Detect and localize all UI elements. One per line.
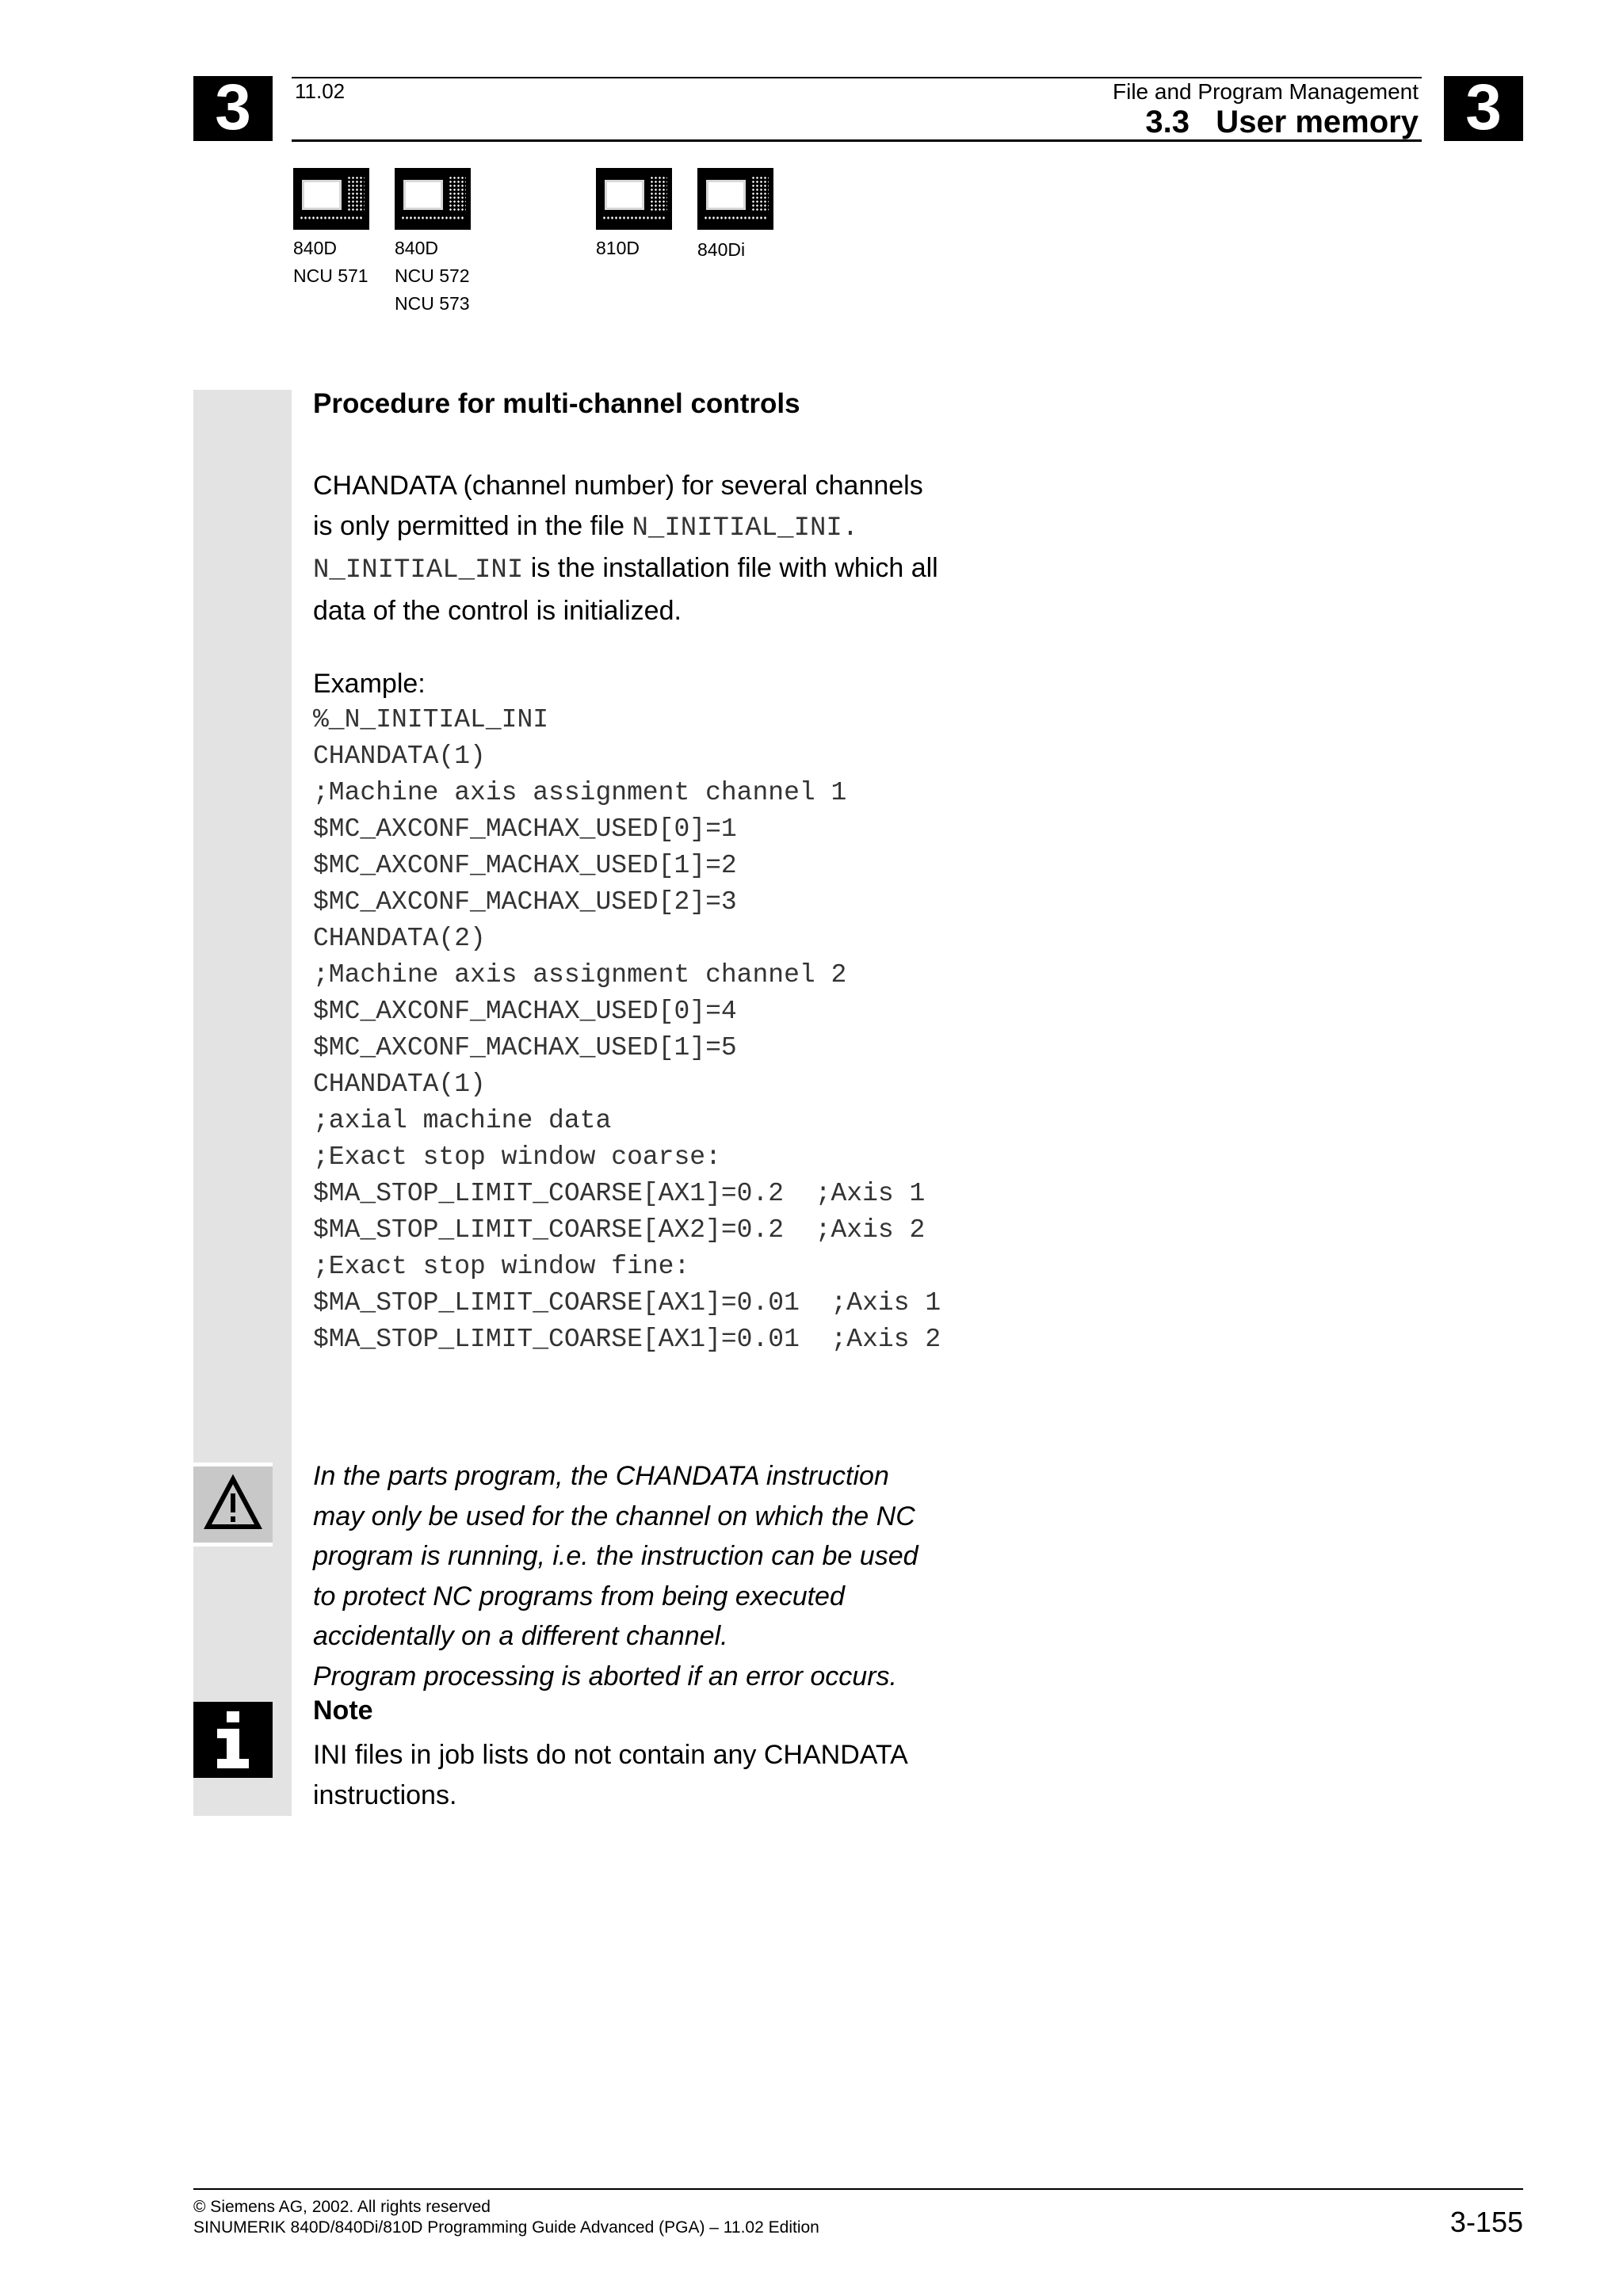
header-chapter-title: File and Program Management — [1113, 79, 1419, 104]
control-840d-ncu572-573 — [395, 168, 474, 318]
warning-line: program is running, i.e. the instruction can be used — [313, 1541, 918, 1571]
warning-line: In the parts program, the CHANDATA instruction — [313, 1461, 889, 1491]
control-label: 840D NCU 571 — [293, 238, 369, 286]
inline-code: N_INITIAL_INI — [313, 555, 524, 585]
chapter-marker-left: 3 — [193, 76, 273, 141]
procedure-heading: Procedure for multi-channel controls — [313, 388, 800, 419]
control-panel-icon — [596, 168, 672, 230]
warning-line: accidentally on a different channel. — [313, 1621, 728, 1651]
control-840d-ncu571 — [293, 168, 372, 290]
note-line: instructions. — [313, 1779, 457, 1810]
control-panel-icon — [697, 168, 773, 230]
warning-line: may only be used for the channel on which the NC — [313, 1501, 915, 1531]
header-top-rule — [292, 77, 1422, 78]
warning-icon — [193, 1463, 273, 1547]
note-line: INI files in job lists do not contain any CHANDATA — [313, 1740, 908, 1770]
control-810d — [596, 168, 675, 262]
procedure-paragraph — [313, 466, 938, 631]
inline-code: N_INITIAL_INI. — [632, 513, 859, 543]
header-bottom-rule — [292, 139, 1422, 142]
control-panel-icon — [293, 168, 369, 230]
control-panel-icon — [395, 168, 471, 230]
control-840di — [697, 168, 777, 264]
example-label: Example: — [313, 669, 426, 699]
paragraph-line: is only permitted in the file N_INITIAL_INI. — [313, 510, 859, 543]
control-label: 840Di — [697, 239, 746, 260]
margin-bar — [193, 390, 292, 1816]
control-label: 840D NCU 572 NCU 573 — [395, 238, 470, 314]
paragraph-line: CHANDATA (channel number) for several channels — [313, 471, 923, 501]
footer-rule — [193, 2188, 1523, 2190]
footer-document-title: SINUMERIK 840D/840Di/810D Programming Guide Advanced (PGA) – 11.02 Edition — [193, 2218, 819, 2237]
header-section-title: 3.3 User memory — [1145, 105, 1419, 139]
chapter-marker-right: 3 — [1444, 76, 1523, 141]
page-number: 3-155 — [1449, 2206, 1523, 2238]
header-date: 11.02 — [295, 79, 346, 103]
warning-line: Program processing is aborted if an error occurs. — [313, 1661, 897, 1691]
note-heading: Note — [313, 1695, 373, 1726]
paragraph-line: data of the control is initialized. — [313, 595, 682, 626]
paragraph-line: N_INITIAL_INI is the installation file with which all — [313, 553, 938, 585]
note-text — [313, 1735, 908, 1815]
info-icon — [193, 1702, 273, 1778]
warning-text — [313, 1456, 918, 1696]
warning-line: to protect NC programs from being executed — [313, 1581, 845, 1611]
footer-copyright: © Siemens AG, 2002. All rights reserved — [193, 2198, 491, 2216]
control-label: 810D — [596, 238, 640, 258]
example-code-block: %_N_INITIAL_INI CHANDATA(1) ;Machine axis assignment channel 1 $MC_AXCONF_MACHAX_USED[0]=1 $MC_AXCONF_MACHAX_USED[1]=2 $MC_AXCONF_MACHAX_USED[2]=3 CHANDATA(2) ;Machine axis assignment channel 2 $MC_AXCONF_MACHAX_USED[0]=4 $MC_AXCONF_MACHAX_USED[1]=5 CHANDATA(1) ;axial machine data ;Exact stop window coarse: $MA_STOP_LIMIT_COARSE[AX1]=0.2 ;Axis 1 $MA_STOP_LIMIT_COARSE[AX2]=0.2 ;Axis 2 ;Exact stop window fine: $MA_STOP_LIMIT_COARSE[AX1]=0.01 ;Axis 1 $MA_STOP_LIMIT_COARSE[AX1]=0.01 ;Axis 2 — [313, 705, 941, 1354]
